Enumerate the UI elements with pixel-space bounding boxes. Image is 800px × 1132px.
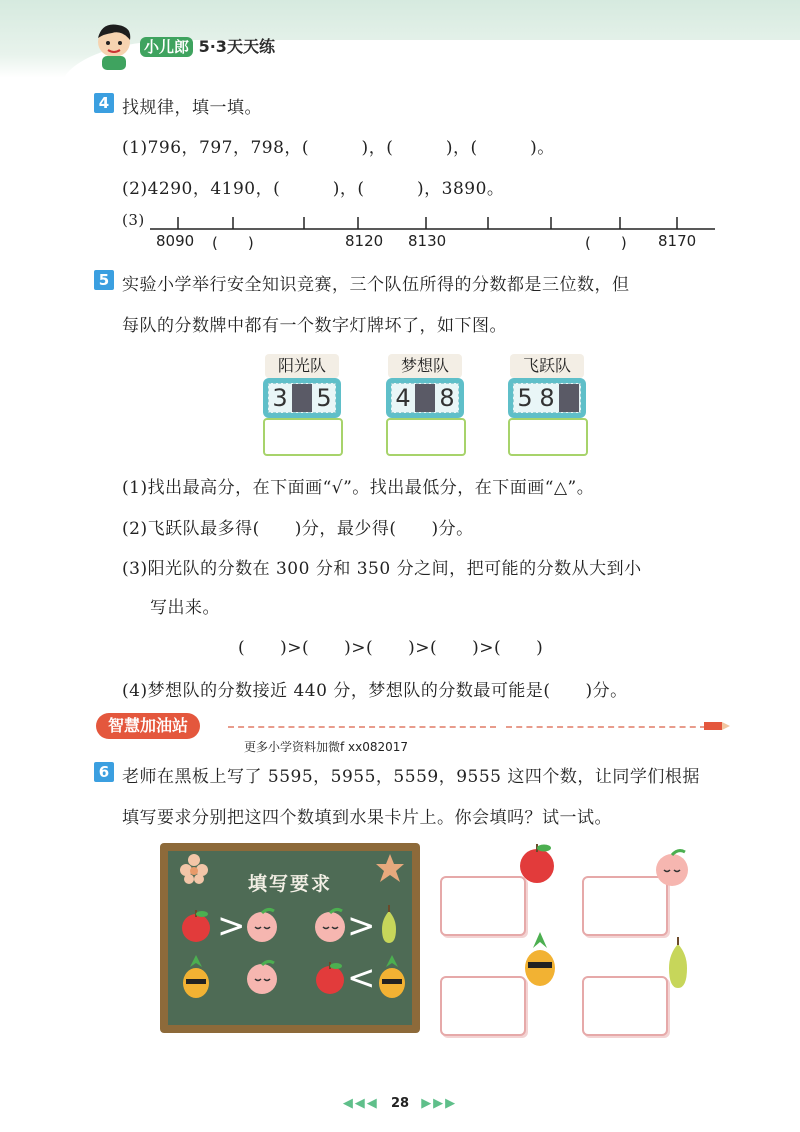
peach-icon: [650, 846, 694, 888]
broken-digit: [415, 384, 435, 412]
score-digit: 8: [539, 384, 555, 412]
q5-sub1: (1)找出最高分，在下面画“√”。找出最低分，在下面画“△”。: [122, 478, 595, 498]
left-arrows-icon: ◀◀◀: [342, 1096, 379, 1111]
score-digit: 5: [316, 384, 332, 412]
apple-icon: [176, 905, 216, 945]
numberline-label: 8130: [408, 232, 447, 250]
answer-box[interactable]: [263, 418, 343, 456]
q5-sub3-line2: 写出来。: [150, 598, 220, 618]
peach-icon: [242, 957, 282, 997]
leaf-icon: [372, 850, 408, 886]
q6-prompt-line1: 老师在黑板上写了 5595，5955，5559，9555 这四个数，让同学们根据: [122, 767, 700, 787]
q4-line1: (1)796，797，798，( )，( )，( )。: [122, 138, 555, 158]
pineapple-icon: [518, 930, 562, 988]
question-number-4: 4: [94, 93, 114, 113]
pineapple-icon: [176, 953, 216, 999]
numberline-label: 8120: [345, 232, 384, 250]
flower-icon: [176, 850, 212, 886]
brand-name: 小儿郎: [140, 37, 193, 57]
pineapple-icon: [372, 953, 412, 999]
mascot-boy-icon: [92, 22, 136, 72]
peach-icon: [310, 905, 350, 945]
numberline-label: 8170: [658, 232, 697, 250]
q6-prompt-line2: 填写要求分别把这四个数填到水果卡片上。你会填吗？试一试。: [122, 808, 612, 828]
less-than-sign: <: [347, 958, 376, 998]
score-board: [508, 378, 586, 418]
score-digit: 5: [517, 384, 533, 412]
q4-line2: (2)4290，4190，( )，( )，3890。: [122, 179, 505, 199]
right-arrows-icon: ▶▶▶: [421, 1096, 458, 1111]
question-number-6: 6: [94, 762, 114, 782]
score-board: [263, 378, 341, 418]
greater-than-sign: >: [217, 906, 246, 946]
score-digit: 4: [395, 384, 411, 412]
pencil-icon: [704, 719, 730, 733]
greater-than-sign: >: [347, 906, 376, 946]
page-footer: [0, 1096, 800, 1111]
dashed-divider: [228, 726, 496, 728]
brand-series: 5·3天天练: [198, 37, 275, 56]
brand-title: [140, 34, 275, 57]
q5-sub4: (4)梦想队的分数接近 440 分，梦想队的分数最可能是( )分。: [122, 681, 628, 701]
numberline-blank: ( ): [585, 234, 627, 252]
score-digit: 3: [272, 384, 288, 412]
broken-digit: [559, 384, 579, 412]
section-banner: 智慧加油站: [96, 713, 200, 739]
pear-answer-card[interactable]: [582, 976, 668, 1036]
q5-sub3-line1: (3)阳光队的分数在 300 分和 350 分之间，把可能的分数从大到小: [122, 559, 642, 579]
q4-prompt: 找规律，填一填。: [122, 98, 262, 118]
pear-icon: [372, 903, 406, 947]
numberline-label: 8090: [156, 232, 195, 250]
q5-prompt-line1: 实验小学举行安全知识竞赛，三个队伍所得的分数都是三位数，但: [122, 275, 630, 295]
broken-digit: [292, 384, 312, 412]
board-title: 填写要求: [247, 873, 332, 895]
team-name: 梦想队: [388, 354, 462, 378]
watermark-text: 更多小学资料加微f xx082017: [244, 740, 409, 754]
apple-icon: [514, 838, 560, 886]
team-name: 飞跃队: [510, 354, 584, 378]
pear-icon: [658, 934, 698, 992]
peach-icon: [242, 905, 282, 945]
score-digit: 8: [439, 384, 455, 412]
pineapple-answer-card[interactable]: [440, 976, 526, 1036]
team-name: 阳光队: [265, 354, 339, 378]
dashed-divider: [506, 726, 706, 728]
apple-icon: [310, 957, 350, 997]
question-number-5: 5: [94, 270, 114, 290]
numberline-blank: ( ): [212, 234, 254, 252]
q5-sub3-ordering: ( )>( )>( )>( )>( ): [238, 638, 544, 658]
score-board: [386, 378, 464, 418]
q4-line3-prefix: (3): [122, 211, 145, 229]
answer-box[interactable]: [508, 418, 588, 456]
q5-prompt-line2: 每队的分数牌中都有一个数字灯牌坏了，如下图。: [122, 316, 507, 336]
answer-box[interactable]: [386, 418, 466, 456]
page-number: 28: [390, 1096, 410, 1111]
q5-sub2: (2)飞跃队最多得( )分，最少得( )分。: [122, 519, 474, 539]
